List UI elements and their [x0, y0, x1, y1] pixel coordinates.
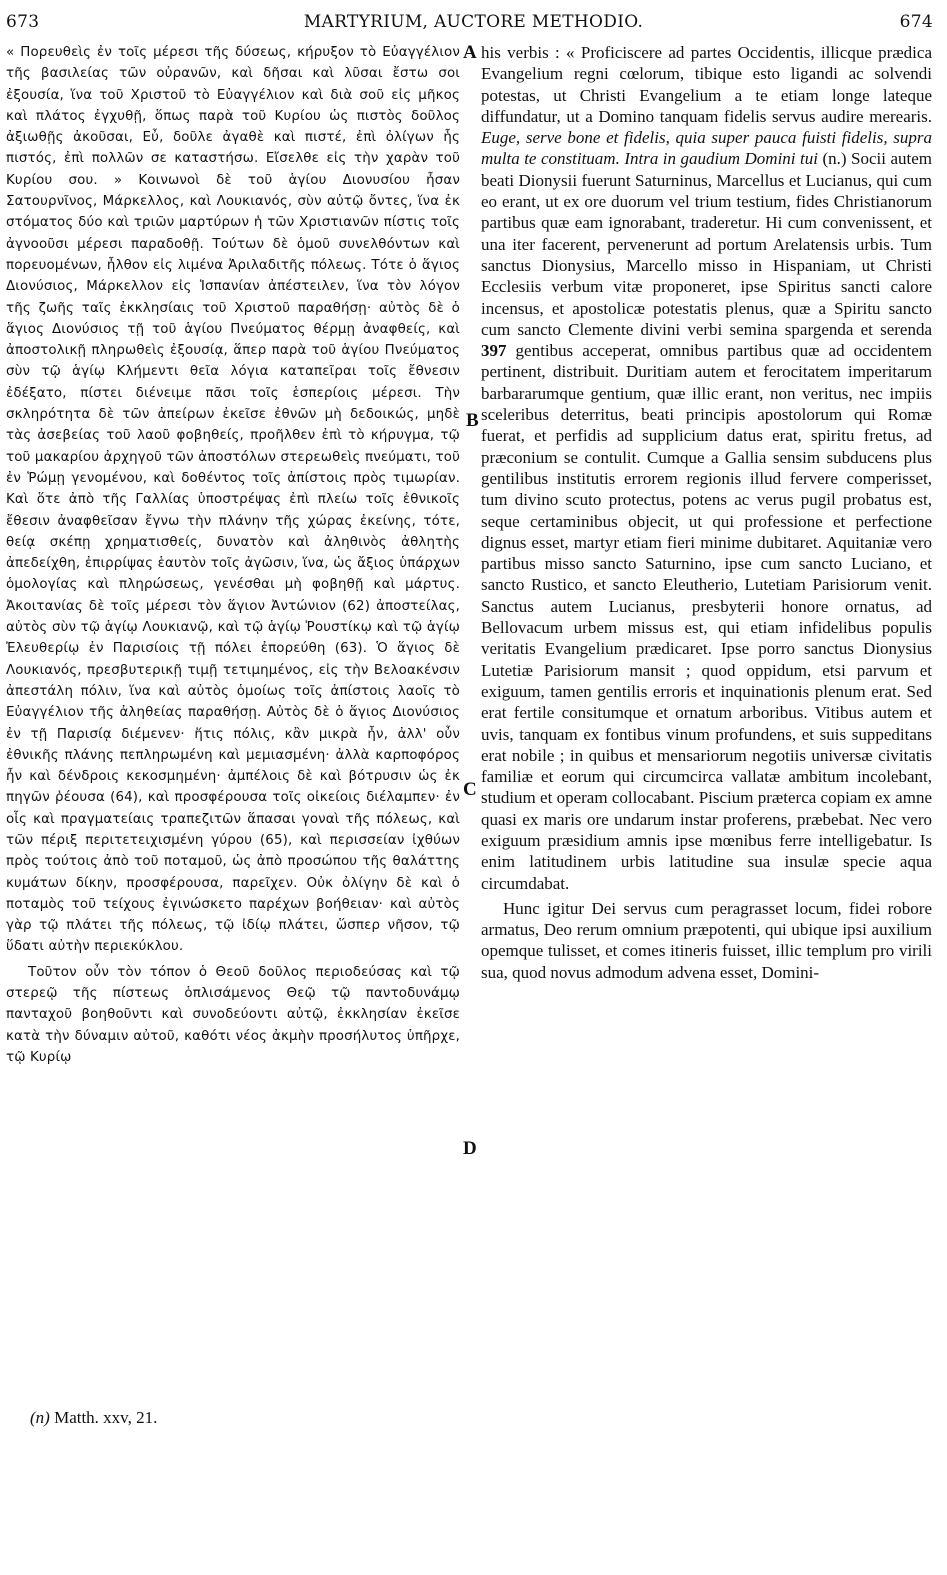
- footnote-text: Matth. xxv, 21.: [49, 1408, 158, 1427]
- latin-text-middle: (n.) Socii autem beati Dionysii fuerunt Saturninus, Marcellus et Lucianus, qui cum eo erant, ut ex ore duorum vel trium testium, fides Christianorum partibus quæ eam ignorabant, traderetur. Hi cum convenissent, et una iter facerent, pervenerunt ad portum Arelatensis urbis. Tum sanctus Dionysius, Marcello misso in Hispaniam, ut Christi Ecclesiis verbum vitæ proponeret, ipse Spiritus sancti calore incensus, et apostolicæ potestatis plenus, quæ a Spiritu sancto cum sancto Clemente divini verbi semina spargenda et serenda: [481, 149, 932, 339]
- section-marker-a: A: [463, 42, 477, 63]
- latin-text-rest: gentibus acceperat, omnibus partibus quæ ad occidentem pertinent, distribuit. Duritiam autem et ferocitatem imperitarum barbararumque gentium, quæ illic erant, non veritus, nec impiis sceleribus deterritus, beati principis apostolorum qui Romæ fuerat, et perfidis ad supplicium datus erat, spiritu fretus, ad præconium se contulit. Cumque a Gallia sensim subducens plus gentilibus institutis errorem regionis illud fervere comperisset, tum divino scuto protectus, potens ac verus pugil probatus est, seque certaminibus objecit, ut qui professione et perfectione dignus esset, martyr etiam fieri minime dubitaret. Aquitaniæ vero partibus misso sancto Saturnino, ipse cum sancto Luciano, et sancto Rustico, et sancto Eleutherio, Lutetiam Parisiorum venit. Sanctus autem Lucianus, presbyterii honore ornatus, ad Bellovacum urbem missus est, qui etiam infidelibus populis veritatis Evangelium prædicaret. Ipse porro sanctus Dionysius Lutetiæ Parisiorum mansit ; quod oppidum, etsi parvum et exiguum, tamen gentilis erroris et inquinationis plenum erat. Sed erat fertile consitumque et ornatum arboribus. Vitibus autem et uvis, tanquam ex fontibus vinum profundens, et suis suppeditans erat nobile ; in quibus et mensariorum negotiis universæ civitatis familiæ et eorum qui circumcirca vallatæ ambitum incolebant, studium et operam collocabant. Piscium præterca copiam ex amne quasi ex maris ore undarum instar proferens, præbebat. Nec vero exiguum præsidium amnis ipse mœnibus ferre intelligebatur. Is enim latitudinem urbis latitudine sua insulæ specie aqua circumdabat.: [481, 341, 932, 893]
- footnote-mark: (n): [30, 1408, 50, 1427]
- greek-paragraph-1: « Πορευθεὶς ἐν τοῖς μέρεσι τῆς δύσεως, κήρυξον τὸ Εὐαγγέλιον τῆς βασιλείας τῶν οὐρανῶν, καὶ δῆσαι καὶ λῦσαι ἔστω σοι ἐξουσία, ἵνα τοῦ Χριστοῦ τὸ Εὐαγγέλιον καὶ διὰ σοῦ εἰς μῆκος καὶ πλάτος ἐγχυθῇ, ὅπως παρὰ τοῦ Κυρίου ὡς πιστὸς δοῦλος ἀξιωθῇς ἀκοῦσαι, Εὖ, δοῦλε ἀγαθὲ καὶ πιστέ, ἐπὶ ὀλίγων ἧς πιστός, ἐπὶ πολλῶν σε καταστήσω. Εἴσελθε εἰς τὴν χαρὰν τοῦ Κυρίου σου. » Κοινωνοὶ δὲ τοῦ ἁγίου Διονυσίου ἦσαν Σατουρνῖνος, Μάρκελλος, καὶ Λουκιανός, σὺν αὐτῷ ὄντες, ἵνα ἐκ στόματος δύο καὶ τριῶν μαρτύρων ἡ τῶν Χριστιανῶν πίστις τοῖς ἀγνοοῦσι μέρεσι παραδοθῇ. Τούτων δὲ ὁμοῦ συνελθόντων καὶ πορευομένων, ἦλθον εἰς λιμένα Ἀριλαδιτῆς πόλεως. Τότε ὁ ἅγιος Διονύσιος, Μάρκελλον εἰς Ἱσπανίαν ἀπέστειλεν, ἵνα τὸν λόγον τῆς ζωῆς ταῖς ἐκκλησίαις τοῦ Χριστοῦ παραθήσῃ· αὐτὸς δὲ ὁ ἅγιος Διονύσιος τῇ τοῦ ἁγίου Πνεύματος θέρμῃ ἀναφθείς, καὶ ἀποστολικῇ πληρωθεὶς ἐξουσίᾳ, ἅπερ παρὰ τοῦ ἁγίου Πνεύματος σὺν τῷ ἁγίῳ Κλήμεντι θεῖα λόγια καταπεῖραι τοῖς ἔθνεσιν ἐδέξατο, πίστει διένειμε πᾶσι τοῖς ἑσπερίοις μέρεσι. Τὴν σκληρότητα δὲ τῶν ἀπείρων ἐκεῖσε ἐθνῶν μὴ δεδοικώς, μηδὲ τὰς ἀσεβείας τοῦ λαοῦ φοβηθείς, προῆλθεν ἐπὶ τὸ κήρυγμα, τῷ τοῦ μακαρίου ἀρχηγοῦ τῶν ἀποστόλων στερεωθεὶς πνεύματι, τοῦ ἐν Ῥώμῃ γενομένου, καὶ δοθέντος τοῖς ἀπίστοις πρὸς τιμωρίαν. Καὶ ὅτε ἀπὸ τῆς Γαλλίας ὑποστρέψας ἐπὶ πλείω τοῖς ἐθνικοῖς ἔθεσιν ἀναφθεῖσαν ἔγνω τὴν πλάνην τῆς χώρας ἐκείνης, τότε, θείᾳ σκέπῃ χρηματισθείς, δυνατὸν καὶ ἀληθινὸς ἀθλητὴς ἀπεδείχθη, ἐπιρρίψας ἑαυτὸν τοῖς ἀγῶσιν, ἵνα, ὡς ἄξιος ὑπάρχων ὁμολογίας καὶ πληρώσεως, γενέσθαι μὴ φοβηθῇ καὶ μάρτυς. Ἀκοιτανίας δὲ τοῖς μέρεσι τὸν ἅγιον Ἀντώνιον (62) ἀποστείλας, αὐτὸς σὺν τῷ ἁγίῳ Λουκιανῷ, καὶ τῷ ἁγίῳ Ῥουστίκῳ καὶ τῷ ἁγίῳ Ἐλευθερίῳ ἐν Παρισίοις τῇ πόλει ἐπορεύθη (63). Ὁ ἅγιος δὲ Λουκιανός, πρεσβυτερικῇ τιμῇ τετιμημένος, εἰς τὴν Βελοακένσιν ἀπεστάλη πόλιν, ἵνα καὶ αὐτὸς ὁμοίως τοῖς ἀπίστοις λαοῖς τὸ Εὐαγγέλιον τῆς ἀληθείας παραθήσῃ. Αὐτὸς δὲ ὁ ἅγιος Διονύσιος ἐν τῇ Παρισίᾳ διέμενεν· ἥτις πόλις, κἂν μικρὰ ἦν, ἀλλ' οὖν ἐθνικῆς πλάνης πεπληρωμένη καὶ μεμιασμένη· ἀλλὰ καρποφόρος ἦν καὶ δένδροις κεκοσμημένη· ἀμπέλοις δὲ καὶ βότρυσιν ὡς ἐκ πηγῶν ῥέουσα (64), καὶ προσφέρουσα τοῖς οἰκείοις διέλαμπεν· ἐν οἷς καὶ πραγματείαις τραπεζιτῶν ἅπασαι γοναὶ τῆς πόλεως, καὶ τῶν πέριξ περιτετειχισμένη γύρου (65), καὶ περισσείαν ἰχθύων πρὸς τούτοις ἀπὸ τοῦ ποταμοῦ, ὡς ἀπὸ προσώπου τῆς θαλάττης κυμάτων δίκην, προσφέρουσα, παρεῖχεν. Οὐκ ὀλίγην δὲ καὶ ὁ ποταμὸς τοῦ τείχους ἐγινώσκετο παρέχων βοήθειαν· καὶ αὐτὸς γὰρ τῷ πλάτει τῆς πόλεως, τῷ ἰδίῳ πλάτει, ὥσπερ νῆσον, τῷ ὕδατι αὐτὴν περιεκύκλου.: [6, 45, 460, 955]
- page-number-left: 673: [6, 12, 40, 32]
- section-marker-c: C: [463, 779, 477, 800]
- latin-paragraph-1: [481, 42, 932, 894]
- page-number-right: 674: [899, 12, 933, 32]
- latin-column: [481, 42, 932, 983]
- greek-column: [6, 42, 460, 1068]
- page-header: [0, 8, 947, 34]
- section-marker-b: B: [466, 410, 479, 431]
- running-title: MARTYRIUM, AUCTORE METHODIO.: [303, 12, 644, 32]
- latin-scripture-quote: Euge, serve bone et fidelis, quia super pauca fuisti fidelis, supra multa te constituam. Intra in gaudium Domini tui: [481, 128, 932, 169]
- greek-paragraph-2: Τοῦτον οὖν τὸν τόπον ὁ Θεοῦ δοῦλος περιοδεύσας καὶ τῷ στερεῷ τῆς πίστεως ὁπλισάμενος Θεῷ τῷ παντοδυνάμῳ πανταχοῦ βοηθοῦντι καὶ συνοδεύοντι αὐτῷ, ἐκκλησίαν ἐκεῖσε κατὰ τὴν δύναμιν αὐτοῦ, καθότι νέος ἀκμὴν προσήλυτος ὑπῆρχε, τῷ Κυρίῳ: [6, 964, 460, 1065]
- section-marker-d: D: [463, 1138, 477, 1159]
- latin-text-intro: his verbis : « Proficiscere ad partes Occidentis, illicque prædica Evangelium regni cœlorum, tibique esto ligandi ac solvendi potestas, ut Christi Evangelium a te etiam longe lateque diffundatur, ut a Domino tanquam fidelis servus audire merearis.: [481, 43, 932, 126]
- column-number: 397: [481, 341, 507, 361]
- latin-paragraph-2: Hunc igitur Dei servus cum peragrasset locum, fidei robore armatus, Deo rerum omnium præpotenti, qui ubique ipsi auxilium opemque tulisset, et comes itineris fuisset, illic templum pro virili sua, quod novus admodum advena esset, Domini-: [481, 898, 932, 982]
- footnote: [30, 1408, 157, 1428]
